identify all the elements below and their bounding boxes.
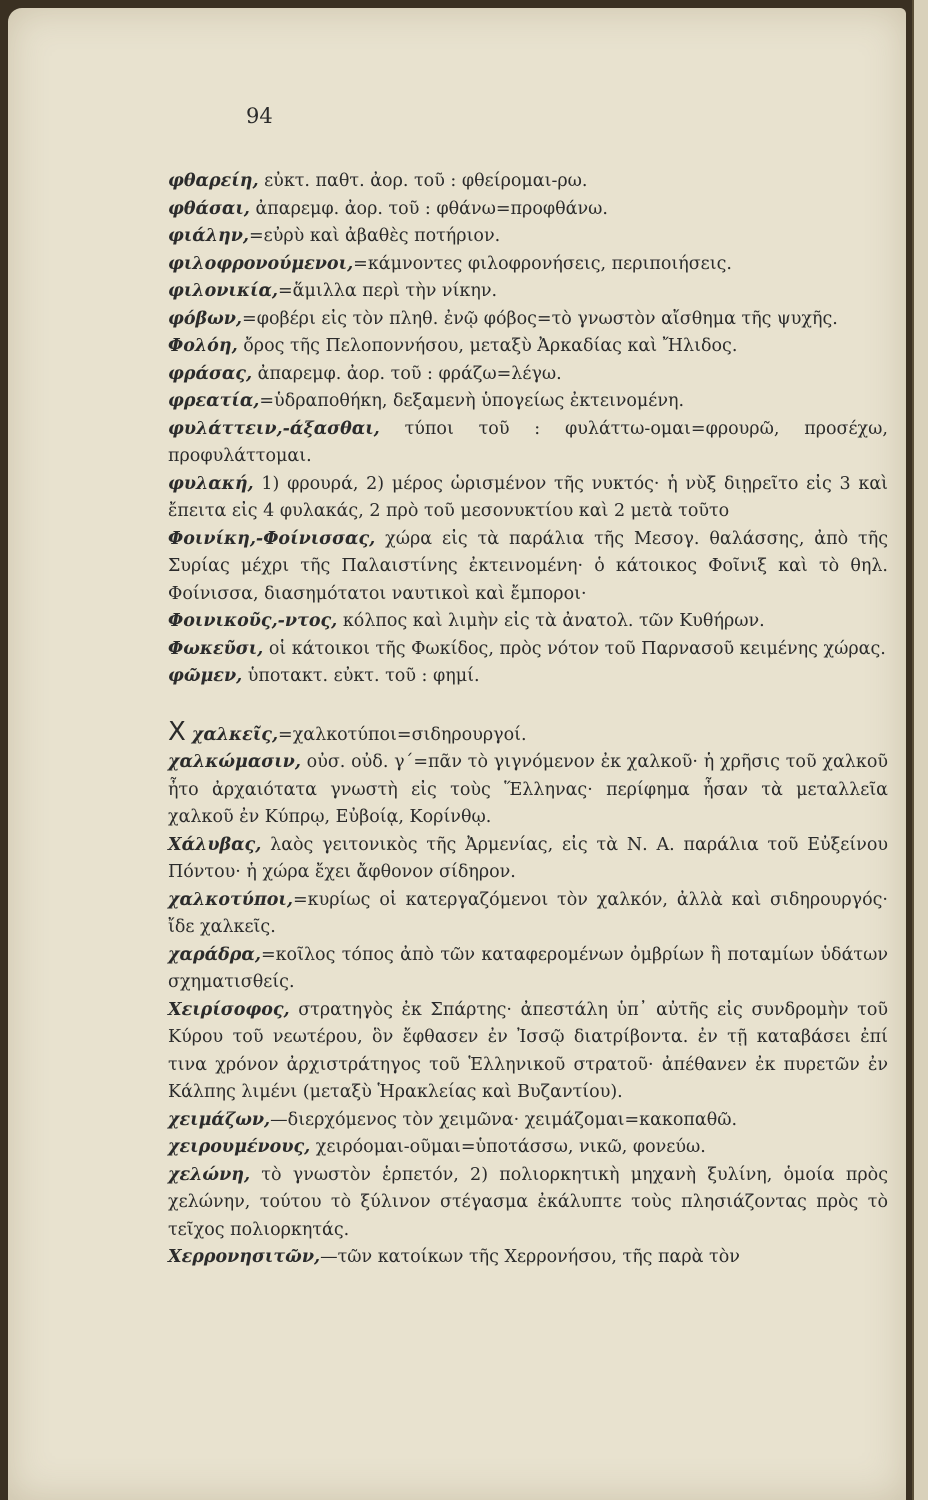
entry-definition: ὑποτακτ. εὐκτ. τοῦ : φημί. <box>242 666 480 686</box>
glossary-entry <box>168 471 888 526</box>
entry-definition: —διερχόμενος τὸν χειμῶνα· χειμάζομαι=κακοπαθῶ. <box>270 1109 738 1130</box>
glossary-entry <box>168 168 888 196</box>
entry-definition: =χαλκοτύποι=σιδηρουργοί. <box>278 724 527 745</box>
entry-headword: φιάλην, <box>168 226 249 246</box>
entry-headword: Χερρονησιτῶν, <box>168 1247 321 1267</box>
entry-definition: 1) φρουρά, 2) μέρος ὡρισμένον τῆς νυκτός· ἡ νὺξ διῃρεῖτο εἰς 3 καὶ ἔπειτα εἰς 4 φυλακάς, 2 πρὸ τοῦ μεσονυκτίου καὶ 2 μετὰ τοῦτο <box>168 473 888 521</box>
entry-headword: Φωκεῦσι, <box>168 638 264 659</box>
glossary-entry <box>168 749 888 832</box>
entry-definition: =κοῖλος τόπος ἀπὸ τῶν καταφερομένων ὀμβρίων ἢ ποταμίων ὑδάτων σχηματισθείς. <box>168 944 888 992</box>
glossary-entry <box>168 887 888 942</box>
glossary-entry <box>168 608 888 636</box>
entry-definition: —τῶν κατοίκων τῆς Χερρονήσου, τῆς παρὰ τὸν <box>320 1247 740 1267</box>
entry-headword: φυλάττειν,-άξασθαι, <box>168 418 380 439</box>
glossary-entry <box>168 361 888 389</box>
glossary-entry <box>168 1134 888 1162</box>
glossary-entry <box>168 223 888 251</box>
entry-headword: φθαρείη, <box>168 171 259 191</box>
entry-headword: φιλοφρονούμενοι, <box>168 253 354 274</box>
entry-definition: =εὐρὺ καὶ ἀβαθὲς ποτήριον. <box>249 226 501 246</box>
entry-headword: Φοινικοῦς,-ντος, <box>168 611 338 631</box>
glossary-entry <box>168 333 888 361</box>
entry-headword: Χειρίσοφος, <box>168 999 290 1020</box>
adjacent-page-edge <box>912 0 928 1500</box>
entry-definition: =κάμνοντες φιλοφρονήσεις, περιποιήσεις. <box>353 253 732 274</box>
glossary-entry <box>168 251 888 279</box>
entry-definition: λαὸς γειτονικὸς τῆς Ἀρμενίας, εἰς τὰ Ν. Α. παράλια τοῦ Εὐξείνου Πόντου· ἡ χώρα ἔχει ἄφθονον σίδηρον. <box>168 834 888 882</box>
entry-headword: Φολόη, <box>168 336 238 356</box>
glossary-entry <box>168 1162 888 1245</box>
entry-headword: φόβων, <box>168 308 243 329</box>
glossary-entry <box>168 388 888 416</box>
entry-headword: φιλονικία, <box>168 281 278 301</box>
entry-definition: ἀπαρεμφ. ἀορ. τοῦ : φθάνω=προφθάνω. <box>249 198 608 219</box>
page-number: 94 <box>246 104 273 128</box>
entry-headword: φῶμεν, <box>168 666 243 686</box>
glossary-entry <box>168 663 888 691</box>
entries-phi <box>168 168 888 691</box>
entry-headword: φθάσαι, <box>168 198 250 219</box>
entry-definition: τὸ γνωστὸν ἑρπετόν, 2) πολιορκητικὴ μηχανὴ ξυλίνη, ὁμοία πρὸς χελώνην, τούτου τὸ ξύλινον στέγασμα ἐκάλυπτε τοὺς πλησιάζοντας πρὸς τὸ τεῖχος πολιορκητάς. <box>168 1164 888 1240</box>
entry-definition: οἱ κάτοικοι τῆς Φωκίδος, πρὸς νότον τοῦ Παρνασοῦ κειμένης χώρας. <box>263 638 886 659</box>
entry-headword: φυλακή, <box>168 473 254 494</box>
entry-headword: χαλκοτύποι, <box>168 889 293 910</box>
entry-headword: χελώνη, <box>168 1164 251 1185</box>
glossary-entry <box>168 1107 888 1135</box>
glossary-entry <box>168 832 888 887</box>
entries-chi <box>168 716 888 1272</box>
entry-definition: χειρόομαι-οῦμαι=ὑποτάσσω, νικῶ, φονεύω. <box>310 1137 706 1157</box>
entry-headword: Φοινίκη,-Φοίνισσας, <box>168 528 376 549</box>
glossary-entry <box>168 196 888 224</box>
glossary-entry <box>168 942 888 997</box>
entry-headword: φράσας, <box>168 363 253 384</box>
entry-definition: =ὑδραποθήκη, δεξαμενὴ ὑπογείως ἐκτεινομένη. <box>259 391 685 411</box>
entry-headword: χαλκεῖς, <box>191 724 279 745</box>
entry-definition: =κυρίως οἱ κατεργαζόμενοι τὸν χαλκόν, ἀλλὰ καὶ σιδηρουργός· ἴδε χαλκεῖς. <box>168 889 888 937</box>
entry-headword: Χάλυβας, <box>168 834 262 855</box>
section-letter: X <box>168 716 186 747</box>
glossary-entry <box>168 997 888 1107</box>
entry-definition: στρατηγὸς ἐκ Σπάρτης· ἀπεστάλη ὑπ᾽ αὐτῆς εἰς συνδρομὴν τοῦ Κύρου τοῦ νεωτέρου, ὃν ἔφθασεν ἐν Ἰσσῷ διατρίβοντα. ἐν τῇ καταβάσει ἐπί τινα χρόνον ἀρχιστράτηγος τοῦ Ἑλληνικοῦ στρατοῦ· ἀπέθανεν ἐκ πυρετῶν ἐν Κάλπης λιμένι (μεταξὺ Ἡρακλείας καὶ Βυζαντίου). <box>168 999 888 1102</box>
glossary-entry <box>168 306 888 334</box>
entry-headword: χαράδρα, <box>168 944 261 965</box>
entry-definition: κόλπος καὶ λιμὴν εἰς τὰ ἀνατολ. τῶν Κυθήρων. <box>337 611 765 631</box>
entry-definition: =φοβέρι εἰς τὸν πληθ. ἐνῷ φόβος=τὸ γνωστὸν αἴσθημα τῆς ψυχῆς. <box>242 308 838 329</box>
entry-headword: χειρουμένους, <box>168 1137 311 1157</box>
entry-headword: χαλκώμασιν, <box>168 752 301 772</box>
entry-definition: ὄρος τῆς Πελοποννήσου, μεταξὺ Ἀρκαδίας καὶ Ἤλιδος. <box>237 336 738 356</box>
glossary-entry <box>168 636 888 664</box>
glossary-entries <box>168 168 888 1272</box>
entry-headword: χειμάζων, <box>168 1109 271 1130</box>
entry-definition: χώρα εἰς τὰ παράλια τῆς Μεσογ. θαλάσσης, ἀπὸ τῆς Συρίας μέχρι τῆς Παλαιστίνης ἐκτεινομένη· ὁ κάτοικος Φοῖνιξ καὶ τὸ θηλ. Φοίνισσα, διασημότατοι ναυτικοὶ καὶ ἔμποροι· <box>168 528 888 604</box>
entry-definition: εὐκτ. παθτ. ἀορ. τοῦ : φθείρομαι-ρω. <box>258 171 588 191</box>
glossary-entry <box>168 716 888 750</box>
entry-definition: ἀπαρεμφ. ἀορ. τοῦ : φράζω=λέγω. <box>252 363 562 384</box>
entry-definition: τύποι τοῦ : φυλάττω-ομαι=φρουρῶ, προσέχω, προφυλάττομαι. <box>168 418 888 466</box>
glossary-entry <box>168 416 888 471</box>
glossary-entry <box>168 1244 888 1272</box>
glossary-entry <box>168 526 888 609</box>
entry-definition: =ἅμιλλα περὶ τὴν νίκην. <box>278 281 498 301</box>
entry-headword: φρεατία, <box>168 391 260 411</box>
book-page <box>8 8 906 1500</box>
entry-definition: οὐσ. οὐδ. γ΄=πᾶν τὸ γιγνόμενον ἐκ χαλκοῦ· ἡ χρῆσις τοῦ χαλκοῦ ἦτο ἀρχαιότατα γνωστὴ εἰς τοὺς Ἕλληνας· περίφημα ἦσαν τὰ μεταλλεῖα χαλκοῦ ἐν Κύπρῳ, Εὐβοίᾳ, Κορίνθῳ. <box>168 752 888 827</box>
glossary-entry <box>168 278 888 306</box>
